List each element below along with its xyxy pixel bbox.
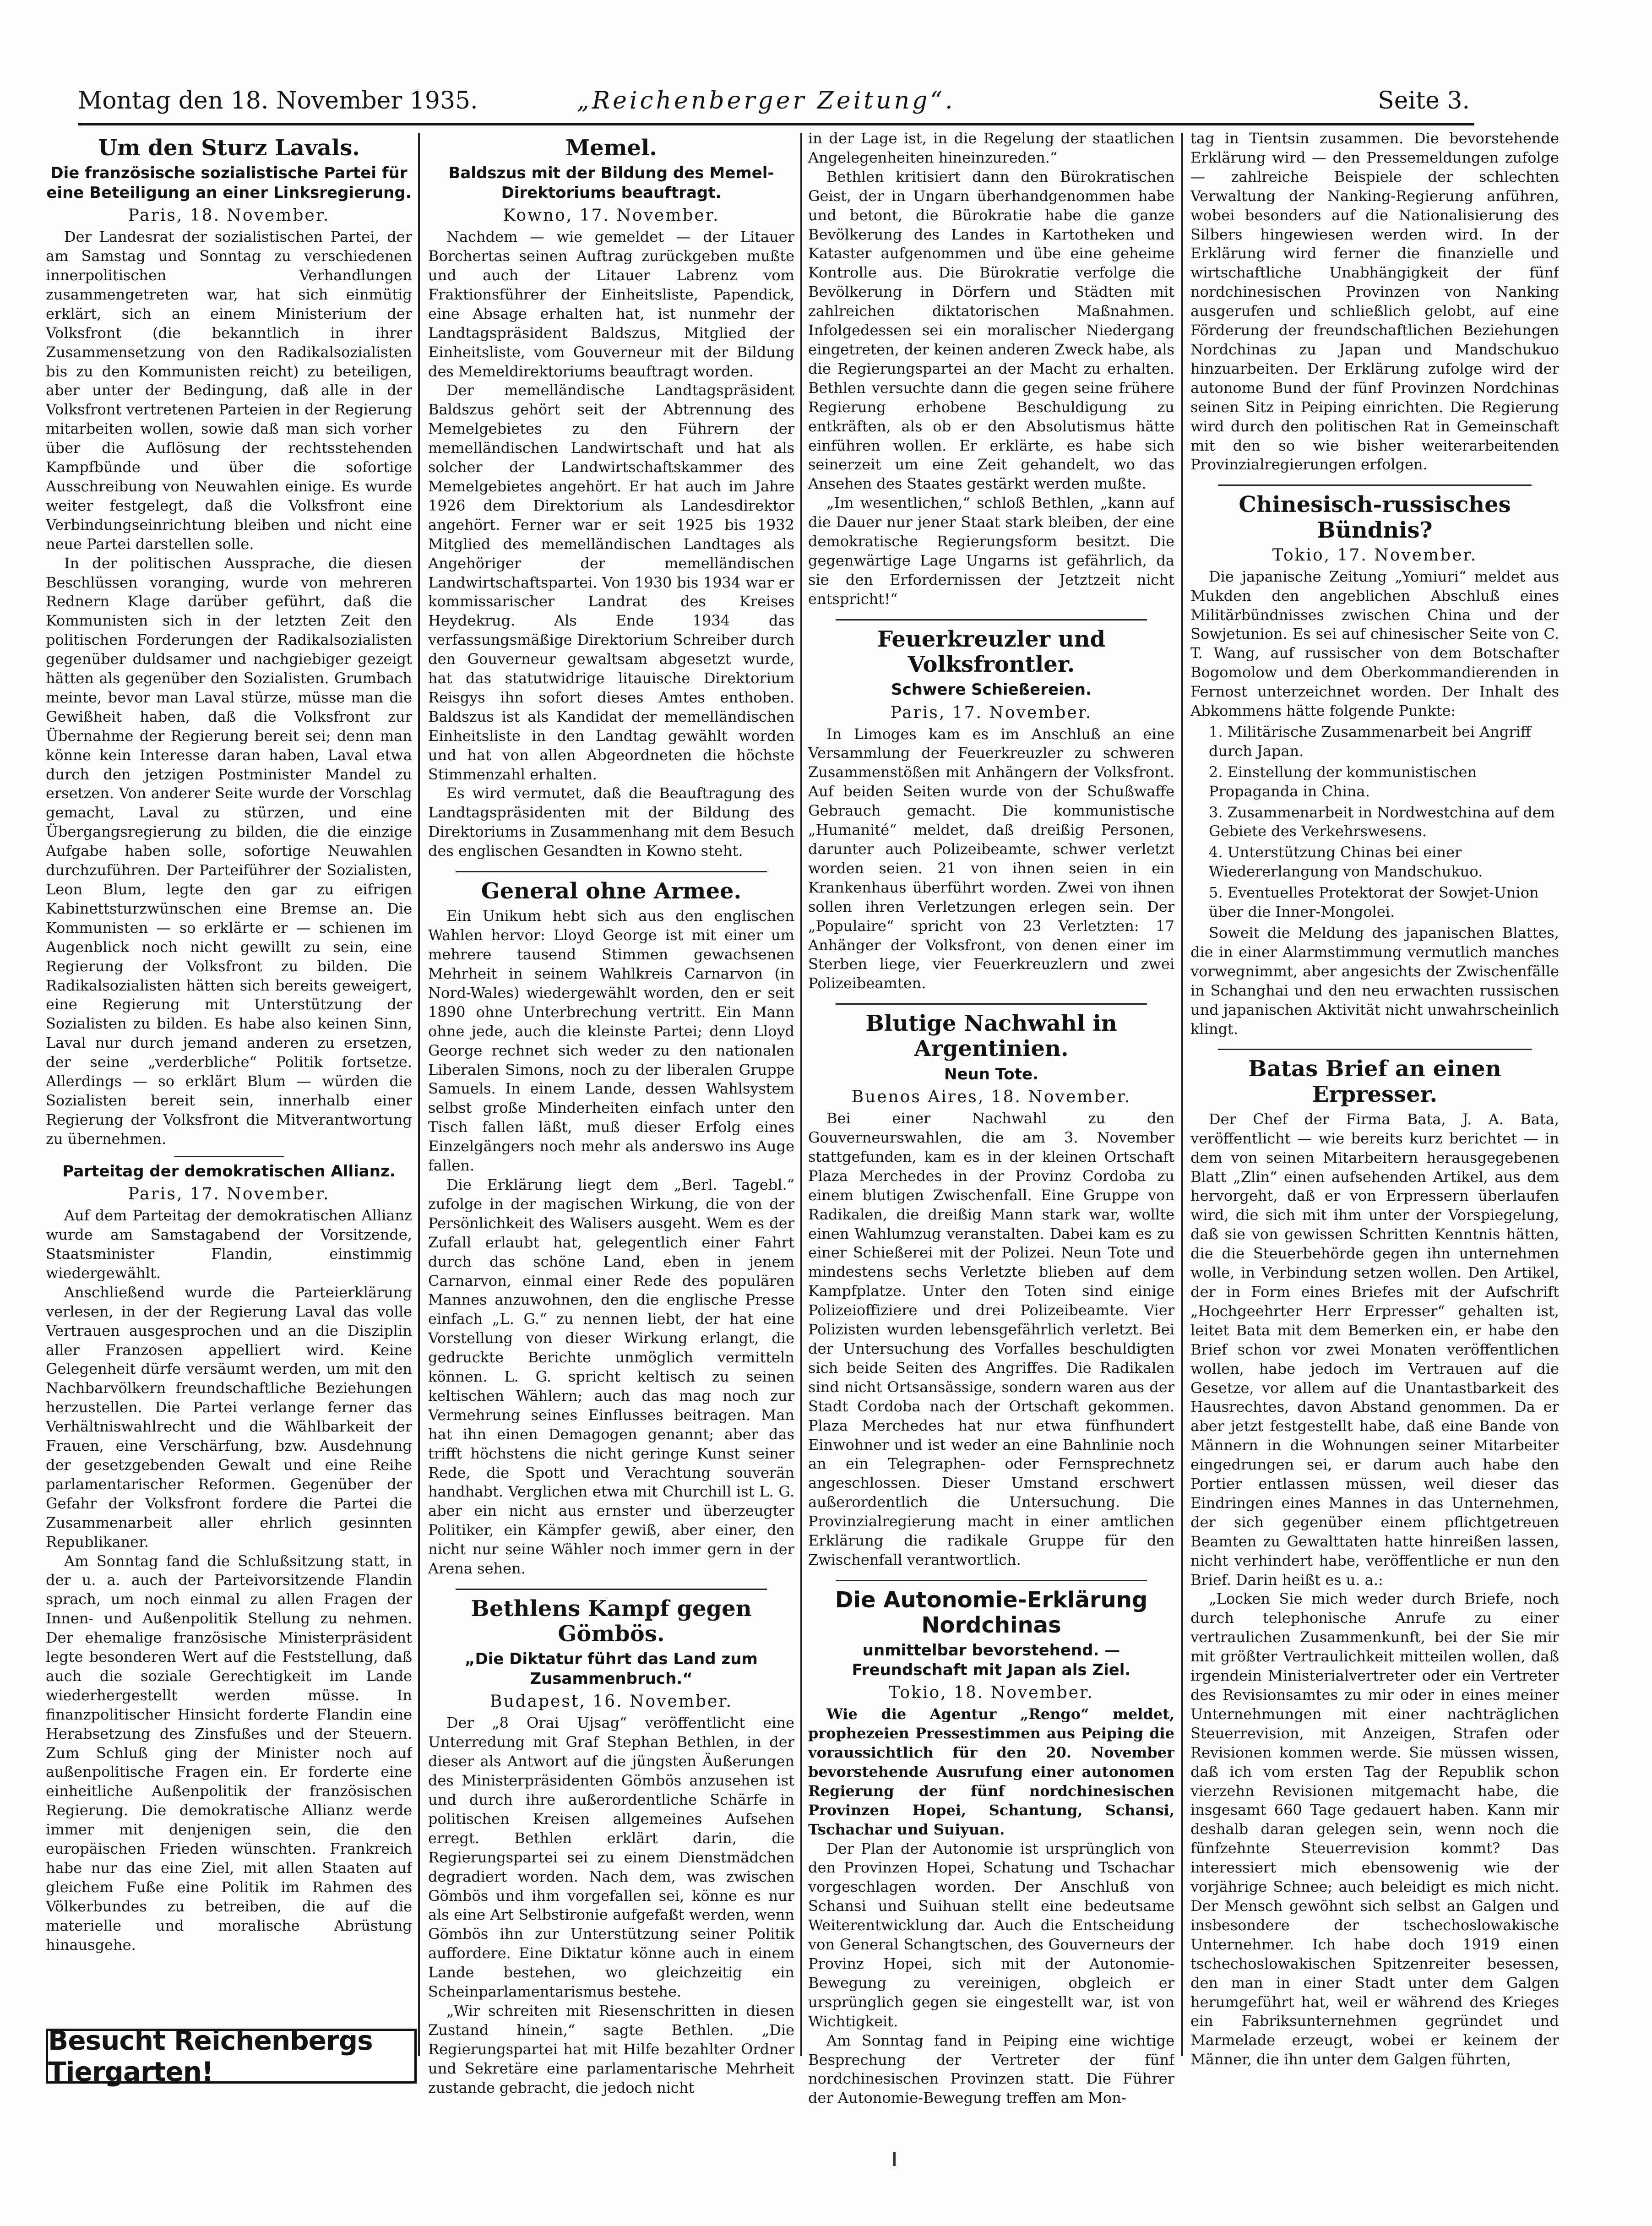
article-headline: Chinesisch-russisches Bündnis? bbox=[1239, 492, 1511, 543]
column-4 bbox=[1190, 129, 1559, 2162]
article-separator bbox=[836, 1580, 1147, 1581]
article-paragraph: Die Erklärung liegt dem „Berl. Tagebl.“ zufolge in der magischen Wirkung, die von der Persönlichkeit des Walisers ausgeht. Wem es der Zufall erlaubt hat, gelegentlich einer Fahrt durch das schöne Land, eben in jenem Carnarvon, einmal einer Rede des populären Mannes anzuwohnen, den die englische Presse einfach „L. G.“ zu nennen liebt, der hat eine Vorstellung von dieser Wirkung erlangt, die gedruckte Berichte unmöglich vermitteln können. L. G. spricht keltisch zu seinen keltischen Wählern; auch das mag noch zur Vermehrung seines Einflusses beitragen. Man hat ihn einen Demagogen genannt; aber das trifft höchstens die nicht geringe Kunst seiner Rede, die Spott und Verachtung souverän handhabt. Verglichen etwa mit Churchill ist L. G. aber ein nicht aus ernster und überzeugter Politiker, ein Kämpfer gewiß, aber einer, den nicht nur seine Wähler noch immer gern in der Arena sehen. bbox=[428, 1176, 794, 1578]
list-item: 3. Zusammenarbeit in Nordwestchina auf dem Gebiete des Verkehrswesens. bbox=[1209, 803, 1555, 840]
article-dateline: Paris, 17. November. bbox=[128, 1185, 330, 1204]
article-dateline: Paris, 18. November. bbox=[128, 206, 330, 225]
article-paragraph: Der memelländische Landtagspräsident Baldszus gehört seit der Abtrennung des Memelgebietes zu den Führern der memelländischen Landwirtschaft und hat als solcher der Landwirtschaftskammer des Memelgebietes angehört. Er hat auch im Jahre 1926 dem Direktorium als Landesdirektor angehört. Ferner war er seit 1925 bis 1932 Mitglied des memelländischen Landtages als Angehöriger der memelländischen Landwirtschaftspartei. Von 1930 bis 1934 war er kommissarischer Landrat des Kreises Heydekrug. Als Ende 1934 das verfassungsmäßige Direktorium Schreiber durch den Gouverneur gewaltsam abgesetzt wurde, hat das statutwidrige litauische Direktorium Reisgys ihn sofort dieses Amtes enthoben. Baldszus ist als Kandidat der memelländischen Einheitsliste in den Landtag gewählt worden und hat von allen Abgeordneten die höchste Stimmenzahl erhalten. bbox=[428, 381, 794, 783]
article-paragraph: Der Landesrat der sozialistischen Partei, der am Samstag und Sonntag zu verschiedenen innerpolitischen Verhandlungen zusammengetreten war, hat sich einmütig erklärt, sich an einem Ministerium der Volksfront (die bekanntlich in ihrer Zusammensetzung von den Radikalsozialisten bis zu den Kommunisten reicht) zu beteiligen, aber unter der Bedingung, daß alle in der Volksfront vertretenen Parteien in der Regierung mitarbeiten wollen, sowie daß man sich vorher über die Auflösung der rechtsstehenden Kampfbünde und über die sofortige Ausschreibung von Neuwahlen einige. Es wurde weiter festgelegt, daß die Volksfront eine Verbindungseinrichtung bleiben und nicht eine neue Partei darstellen solle. bbox=[46, 228, 412, 553]
article-headline: General ohne Armee. bbox=[481, 878, 742, 904]
page-mark bbox=[893, 2152, 896, 2166]
column-1 bbox=[46, 129, 412, 2162]
article-paragraph: Es wird vermutet, daß die Beauftragung des Landtagspräsidenten mit der Bildung des Direktoriums in Zusammenhang mit dem Besuch des englischen Gesandten in Kowno steht. bbox=[428, 784, 794, 860]
article-paragraph: Auf dem Parteitag der demokratischen Allianz wurde am Samstagabend der Vorsitzende, Staatsminister Flandin, einstimmig wiedergewählt. bbox=[46, 1207, 412, 1282]
article-paragraph: Bei einer Nachwahl zu den Gouverneurswahlen, die am 3. November stattgefunden, kam es in der kleinen Ortschaft Plaza Merchedes in der Provinz Cordoba zu einem blutigen Zwischenfall. Eine Gruppe von Radikalen, die dreißig Mann stark war, wollte einen Wahlumzug veranstalten. Dabei kam es zu einer Schießerei mit der Polizei. Neun Tote und mindestens sechs Verletzte blieben auf dem Kampfplatze. Unter den Toten sind einige Polizeioffiziere und drei Polizeibeamte. Vier Polizisten wurden lebensgefährlich verletzt. Bei der Untersuchung des Vorfalles beschuldigten sich beide Seiten des Angriffes. Die Radikalen sind nicht Ortsansässige, sondern waren aus der Stadt Cordoba nach der Ortschaft gekommen. Plaza Merchedes hat nur etwa fünfhundert Einwohner und ist weder an eine Bahnlinie noch an ein Telegraphen- oder Fernsprechnetz angeschlossen. Dieser Umstand erschwert außerordentlich die Untersuchung. Die Provinzialregierung macht in einer amtlichen Erklärung die radikale Gruppe für den Zwischenfall verantwortlich. bbox=[808, 1110, 1174, 1568]
article-paragraph: „Wir schreiten mit Riesenschritten in diesen Zustand hinein,“ sagte Bethlen. „Die Regierungspartei hat mit Hilfe bezahlter Ordner und Sekretäre eine parlamentarische Mehrheit zustande gebracht, die jedoch nicht bbox=[428, 2002, 794, 2096]
article-paragraph: In Limoges kam es im Anschluß an eine Versammlung der Feuerkreuzler zu schweren Zusammenstößen mit Anhängern der Volksfront. Auf beiden Seiten wurde von der Schußwaffe Gebrauch gemacht. Die kommunistische „Humanité“ meldet, daß dreißig Personen, darunter auch Polizeibeamte, schwer verletzt worden seien. 21 von ihnen seien in ein Krankenhaus überführt worden. Zwei von ihnen sollen ihren Verletzungen erlegen sein. Der „Populaire“ spricht von 23 Verletzten: 17 Anhänger der Volksfront, von denen einer im Sterben liege, vier Feuerkreuzlern und zwei Polizeibeamten. bbox=[808, 725, 1174, 992]
column-2 bbox=[428, 129, 794, 2162]
article-subheadline: Parteitag der demokratischen Allianz. bbox=[62, 1162, 396, 1181]
article-dateline: Buenos Aires, 18. November. bbox=[851, 1088, 1131, 1107]
article-paragraph: „Locken Sie mich weder durch Briefe, noch durch telephonische Anrufe zu einer vertraulichen Zusammenkunft, bei der Sie mir mit größter Vertraulichkeit mitteilen wollen, daß irgendein Ministerialvertreter oder ein Vertreter des Revisionsamtes zu mir oder in eines meiner Unternehmungen mit einer nachträglichen Steuerrevision, mit Anzeigen, Strafen oder Revisionen kommen werde. Sie müssen wissen, daß ich vom ersten Tag der Republik schon vierzehn Revisionen mitgemacht habe, die insgesamt 660 Tage gedauert haben. Kann mir deshalb daran gelegen sein, wenn noch die fünfzehnte Steuerrevision kommt? Das interessiert mich ebensowenig wie der vorjährige Schnee; auch beleidigt es mich nicht. Der Mensch gewöhnt sich selbst an Galgen und insbesondere der tschechoslowakische Unternehmer. Ich habe doch 1919 einen tschechoslowakischen Spitzenreiter besessen, den man in einer Stadt unter dem Galgen herumgeführt hat, weil er während des Krieges ein Fabriksunternehmen gegründet und Marmelade erzeugt, wobei er keinem der Männer, die ihn unter dem Galgen führten, bbox=[1190, 1590, 1559, 2068]
article-dateline: Budapest, 16. November. bbox=[489, 1692, 733, 1711]
zoo-advertisement-banner: Besucht Reichenbergs Tiergarten! bbox=[46, 2029, 417, 2084]
article-separator bbox=[174, 1156, 284, 1157]
list-item: 5. Eventuelles Protektorat der Sowjet-Union über die Inner-Mongolei. bbox=[1209, 884, 1539, 921]
article-paragraph: Der Plan der Autonomie ist ursprünglich von den Provinzen Hopei, Schatung und Tschachar vorgeschlagen worden. Der Anschluß von Schansi und Suihuan stellt eine bedeutsame Weiterentwicklung dar. Auch die Entscheidung von General Schangtschen, des Gouverneurs der Provinz Hopei, sich mit der Autonomie-Bewegung zu vereinigen, obgleich er ursprünglich gegen sie eingestellt war, ist von Wichtigkeit. bbox=[808, 1840, 1174, 2030]
article-dateline: Tokio, 17. November. bbox=[1272, 545, 1478, 565]
agreement-points-list bbox=[1190, 723, 1559, 922]
column-divider bbox=[800, 133, 802, 2056]
article-headline: Bethlens Kampf gegen Gömbös. bbox=[471, 1596, 752, 1647]
article-headline: Die Autonomie-Erklärung Nordchinas bbox=[835, 1587, 1148, 1638]
article-lead: Wie die Agentur „Rengo“ meldet, prophezeien Pressestimmen aus Peiping die voraussichtlich für den 20. November bevorstehende Ausrufung einer autonomen Regierung der fünf nordchinesischen Provinzen Hopei, Schantung, Schansi, Tschachar und Suiyuan. bbox=[808, 1705, 1174, 1838]
newspaper-title: „Reichenberger Zeitung“. bbox=[577, 87, 956, 114]
article-dateline: Kowno, 17. November. bbox=[503, 206, 720, 225]
article-separator bbox=[456, 871, 767, 872]
article-paragraph: Soweit die Meldung des japanischen Blattes, die in einer Alarmstimmung vermutlich manches vorwegnimmt, aber angesichts der Zwischenfälle in Schanghai und den neu erwachten russischen und japanischen Aktivität nicht unwahrscheinlich klingt. bbox=[1190, 924, 1559, 1038]
article-dateline: Tokio, 18. November. bbox=[889, 1683, 1094, 1703]
article-headline: Memel. bbox=[565, 135, 657, 161]
article-dateline: Paris, 17. November. bbox=[890, 703, 1092, 722]
article-subheadline: unmittelbar bevorstehend. — Freundschaft mit Japan als Ziel. bbox=[852, 1641, 1131, 1679]
article-subheadline: Neun Tote. bbox=[944, 1065, 1039, 1083]
article-paragraph: Die japanische Zeitung „Yomiuri“ meldet aus Mukden den angeblichen Abschluß eines Militärbündnisses zwischen China und der Sowjetunion. Es sei auf chinesischer Seite von C. T. Wang, auf russischer von dem Botschafter Bogomolow und dem Oberkommandierenden in Fernost unterzeichnet worden. Der Inhalt des Abkommens hätte folgende Punkte: bbox=[1190, 567, 1559, 720]
article-subheadline: Schwere Schießereien. bbox=[891, 680, 1092, 699]
article-paragraph: Am Sonntag fand in Peiping eine wichtige Besprechung der Vertreter der fünf nordchinesischen Provinzen statt. Die Führer der Autonomie-Bewegung treffen am Mon- bbox=[808, 2031, 1174, 2107]
article-paragraph: Nachdem — wie gemeldet — der Litauer Borchertas seinen Auftrag zurückgeben mußte und auch der Litauer Labrenz vom Fraktionsführer der Einheitsliste, Papendick, eine Absage erhalten hat, ist nunmehr der Landtagspräsident Baldszus, Mitglied der Einheitsliste, vom Gouverneur mit der Bildung des Memeldirektoriums beauftragt worden. bbox=[428, 228, 794, 380]
article-subheadline: Baldszus mit der Bildung des Memel-Direktoriums beauftragt. bbox=[448, 164, 774, 202]
article-paragraph: Am Sonntag fand die Schlußsitzung statt, in der u. a. auch der Parteivorsitzende Flandin sprach, um noch einmal zu allen Fragen der Innen- und Außenpolitik Stellung zu nehmen. Der ehemalige französische Ministerpräsident legte besonderen Wert auf die Feststellung, daß auch die soziale Gerechtigkeit im Lande wiederhergestellt werden müsse. In finanzpolitischer Hinsicht forderte Flandin eine Herabsetzung des Zinsfußes und der Steuern. Zum Schluß ging der Minister noch auf außenpolitische Fragen ein. Er forderte eine einheitliche Außenpolitik der französischen Regierung. Die demokratische Allianz werde immer mit denjenigen sein, die den europäischen Frieden wünschten. Frankreich habe nur das eine Ziel, mit allen Staaten auf gleichem Fuße eine Politik im Rahmen des Völkerbundes zu betreiben, die auf die materielle und moralische Abrüstung hinausgehe. bbox=[46, 1552, 412, 1954]
article-paragraph: Der Chef der Firma Bata, J. A. Bata, veröffentlicht — wie bereits kurz berichtet — in dem von seinen Mitarbeitern herausgegebenen Blatt „Zlin“ einen aufsehenden Artikel, aus dem hervorgeht, daß er von Erpressern überlaufen wird, die sich mit ihm unter der Vorspiegelung, daß sie von gewissen Schritten Kenntnis hätten, die die Steuerbehörde gegen ihn unternehmen wolle, in Verbindung setzen wollen. Den Artikel, der in Form eines Briefes mit der Aufschrift „Hochgeehrter Herr Erpresser“ gehalten ist, leitet Bata mit dem Bemerken ein, er habe den Brief schon vor zwei Monaten veröffentlichen wollen, habe jedoch im Vertrauen auf die Gesetze, vor allem auf die Unantastbarkeit des Hausrechtes, davon Abstand genommen. Da er aber jetzt festgestellt habe, daß eine Bande von Männern in die Wohnungen seiner Mitarbeiter eingedrungen sei, er darum auch habe den Portier entlassen müssen, weil dieser das Eindringen eines Mannes in das Unternehmen, der sich gegenüber einem pflichtgetreuen Beamten zu Gewalttaten hatte hinreißen lassen, nicht verhindert habe, veröffentliche er nun den Brief. Darin heißt es u. a.: bbox=[1190, 1110, 1559, 1589]
article-separator bbox=[836, 619, 1147, 620]
article-headline: Feuerkreuzler und Volksfrontler. bbox=[877, 626, 1106, 677]
article-separator bbox=[1218, 484, 1532, 486]
article-headline: Um den Sturz Lavals. bbox=[98, 135, 360, 161]
article-subheadline: Die französische sozialistische Partei für eine Beteiligung an einer Linksregierung. bbox=[46, 164, 412, 202]
column-divider bbox=[418, 133, 420, 2056]
article-headline: Blutige Nachwahl in Argentinien. bbox=[865, 1011, 1117, 1062]
article-paragraph: Anschließend wurde die Parteierklärung verlesen, in der der Regierung Laval das volle Vertrauen ausgesprochen und an die Disziplin aller Franzosen appelliert wird. Keine Gelegenheit dürfe versäumt werden, um mit den Nachbarvölkern freundschaftliche Beziehungen herzustellen. Die Partei verlange ferner das Verhältniswahlrecht und die Wählbarkeit der Frauen, eine Verschärfung, bzw. Ausdehnung der gesetzgebenden Gewalt und eine Reihe parlamentarischer Reformen. Gegenüber der Gefahr der Volksfront fordere die Partei die Zusammenarbeit aller ehrlich gesinnten Republikaner. bbox=[46, 1283, 412, 1551]
article-paragraph: In der politischen Aussprache, die diesen Beschlüssen voranging, wurde von mehreren Rednern Klage darüber geführt, daß die Kommunisten sich in der letzten Zeit den politischen Forderungen der Radikalsozialisten gegenüber duldsamer und nachgiebiger gezeigt hätten als gegenüber den Sozialisten. Grumbach meinte, bevor man Laval stürze, müsse man die Gewißheit haben, daß die Volksfront zur Übernahme der Regierung bereit sei; denn man könne kein Interesse daran haben, Laval etwa durch den jetzigen Postminister Mandel zu ersetzen. Von anderer Seite wurde der Vorschlag gemacht, Laval zu stürzen, und eine Übergangsregierung zu bilden, die die einzige Aufgabe haben solle, sofortige Neuwahlen durchzuführen. Der Parteiführer der Sozialisten, Leon Blum, legte den gar zu eifrigen Kabinettsturzwünschen eine Bremse an. Die Kommunisten — so erklärte er — schienen im Augenblick noch nicht gewillt zu sein, eine Regierung der Volksfront zu bilden. Die Radikalsozialisten hätten sich bereits geweigert, eine Regierung mit Unterstützung der Sozialisten zu bilden. Es habe also keinen Sinn, Laval nur durch jemand anderen zu ersetzen, der seine „verderbliche“ Politik fortsetze. Allerdings — so erklärt Blum — würden die Sozialisten bereit sein, innerhalb einer Regierung der Volksfront die Mitverantwortung zu übernehmen. bbox=[46, 554, 412, 1148]
article-paragraph: Ein Unikum hebt sich aus den englischen Wahlen hervor: Lloyd George ist mit einer um mehrere tausend Stimmen gewachsenen Mehrheit in seinem Wahlkreis Carnarvon (in Nord-Wales) wiedergewählt worden, den er seit 1890 ohne Unterbrechung vertritt. Ein Mann ohne jede, auch die kleinste Partei; denn Lloyd George rechnet sich weder zu den nationalen Liberalen Simons, noch zu der liberalen Gruppe Samuels. In einem Lande, dessen Wahlsystem selbst große Minderheiten einfach unter den Tisch fallen läßt, muß dieser Erfolg eines Einzelgängers noch mehr als anderswo ins Auge fallen. bbox=[428, 907, 794, 1175]
column-divider bbox=[1181, 133, 1183, 2056]
issue-date: Montag den 18. November 1935. bbox=[78, 87, 478, 114]
article-separator bbox=[836, 1003, 1147, 1005]
list-item: 1. Militärische Zusammenarbeit bei Angriff durch Japan. bbox=[1209, 723, 1531, 760]
list-item: 4. Unterstützung Chinas bei einer Wiedererlangung von Mandschukuo. bbox=[1209, 844, 1483, 881]
article-paragraph: in der Lage ist, in die Regelung der staatlichen Angelegenheiten hineinzureden.“ bbox=[808, 130, 1174, 166]
article-headline: Batas Brief an einen Erpresser. bbox=[1248, 1056, 1501, 1107]
article-separator bbox=[456, 1589, 767, 1590]
masthead bbox=[78, 82, 1470, 124]
article-paragraph: tag in Tientsin zusammen. Die bevorstehende Erklärung wird — den Pressemeldungen zufolge — zahlreiche Beispiele der schlechten Verwaltung der Nanking-Regierung anführen, wobei besonders auf die Nationalisierung des Silbers hingewiesen werden wird. In der Erklärung wird ferner die finanzielle und wirtschaftliche Unabhängigkeit der fünf nordchinesischen Provinzen von Nanking ausgerufen und schließlich gelobt, auf eine Förderung der freundschaftlichen Beziehungen Nordchinas zu Japan und Mandschukuo hinzuarbeiten. Der Erklärung zufolge wird der autonome Bund der fünf Provinzen Nordchinas seinen Sitz in Peiping einrichten. Die Regierung wird durch den politischen Rat in Gemeinschaft mit den so wie bisher weiterarbeitenden Provinzialregierungen erfolgen. bbox=[1190, 130, 1559, 474]
masthead-rule bbox=[78, 123, 1474, 125]
list-item: 2. Einstellung der kommunistischen Propaganda in China. bbox=[1209, 763, 1477, 800]
column-3 bbox=[808, 129, 1174, 2162]
article-subheadline: „Die Diktatur führt das Land zum Zusammenbruch.“ bbox=[465, 1650, 758, 1688]
page-number: Seite 3. bbox=[1378, 87, 1470, 114]
article-separator bbox=[1218, 1049, 1532, 1050]
article-paragraph: Der „8 Orai Ujsag“ veröffentlicht eine Unterredung mit Graf Stephan Bethlen, in der dieser als Antwort auf die jüngsten Äußerungen des Ministerpräsidenten Gömbös anzusehen ist und durch ihre außerordentliche Schärfe in politischen Kreisen allgemeines Aufsehen erregt. Bethlen erklärt darin, die Regierungspartei sei zu einem Dienstmädchen degradiert worden. Nach dem, was zwischen Gömbös und ihm vorgefallen sei, könne es nur als eine Art Selbstironie aufgefaßt werden, wenn Gömbös ihn zur Unterstützung seiner Politik auffordere. Eine Diktatur könne auch in einem Lande bestehen, wo gleichzeitig ein Scheinparlamentarismus bestehe. bbox=[428, 1714, 794, 2001]
article-paragraph: „Im wesentlichen,“ schloß Bethlen, „kann auf die Dauer nur jener Staat stark bleiben, der eine demokratische Regierungsform besitzt. Die gegenwärtige Lage Ungarns ist gefährlich, da sie den Erfordernissen der Jetztzeit nicht entspricht!“ bbox=[808, 494, 1174, 608]
article-paragraph: Bethlen kritisiert dann den Bürokratischen Geist, der in Ungarn überhandgenommen habe und betont, die Bürokratie habe die ganze Bevölkerung des Landes in Kartotheken und Kataster aufgenommen und übe eine geheime Kontrolle aus. Die Bürokratie verfolge die Bevölkerung in Dörfern und Städten mit zahlreichen diktatorischen Maßnahmen. Infolgedessen sei ein moralischer Niedergang eingetreten, der keinen anderen Zweck habe, als die Regierungspartei an der Macht zu erhalten. Bethlen versuchte dann die gegen seine frühere Regierung erhobene Beschuldigung zu entkräften, als ob er den Absolutismus hätte einführen wollen. Er erklärte, es habe sich seinerzeit um eine Zeit gehandelt, wo das Ansehen des Staates gestärkt werden mußte. bbox=[808, 168, 1174, 493]
